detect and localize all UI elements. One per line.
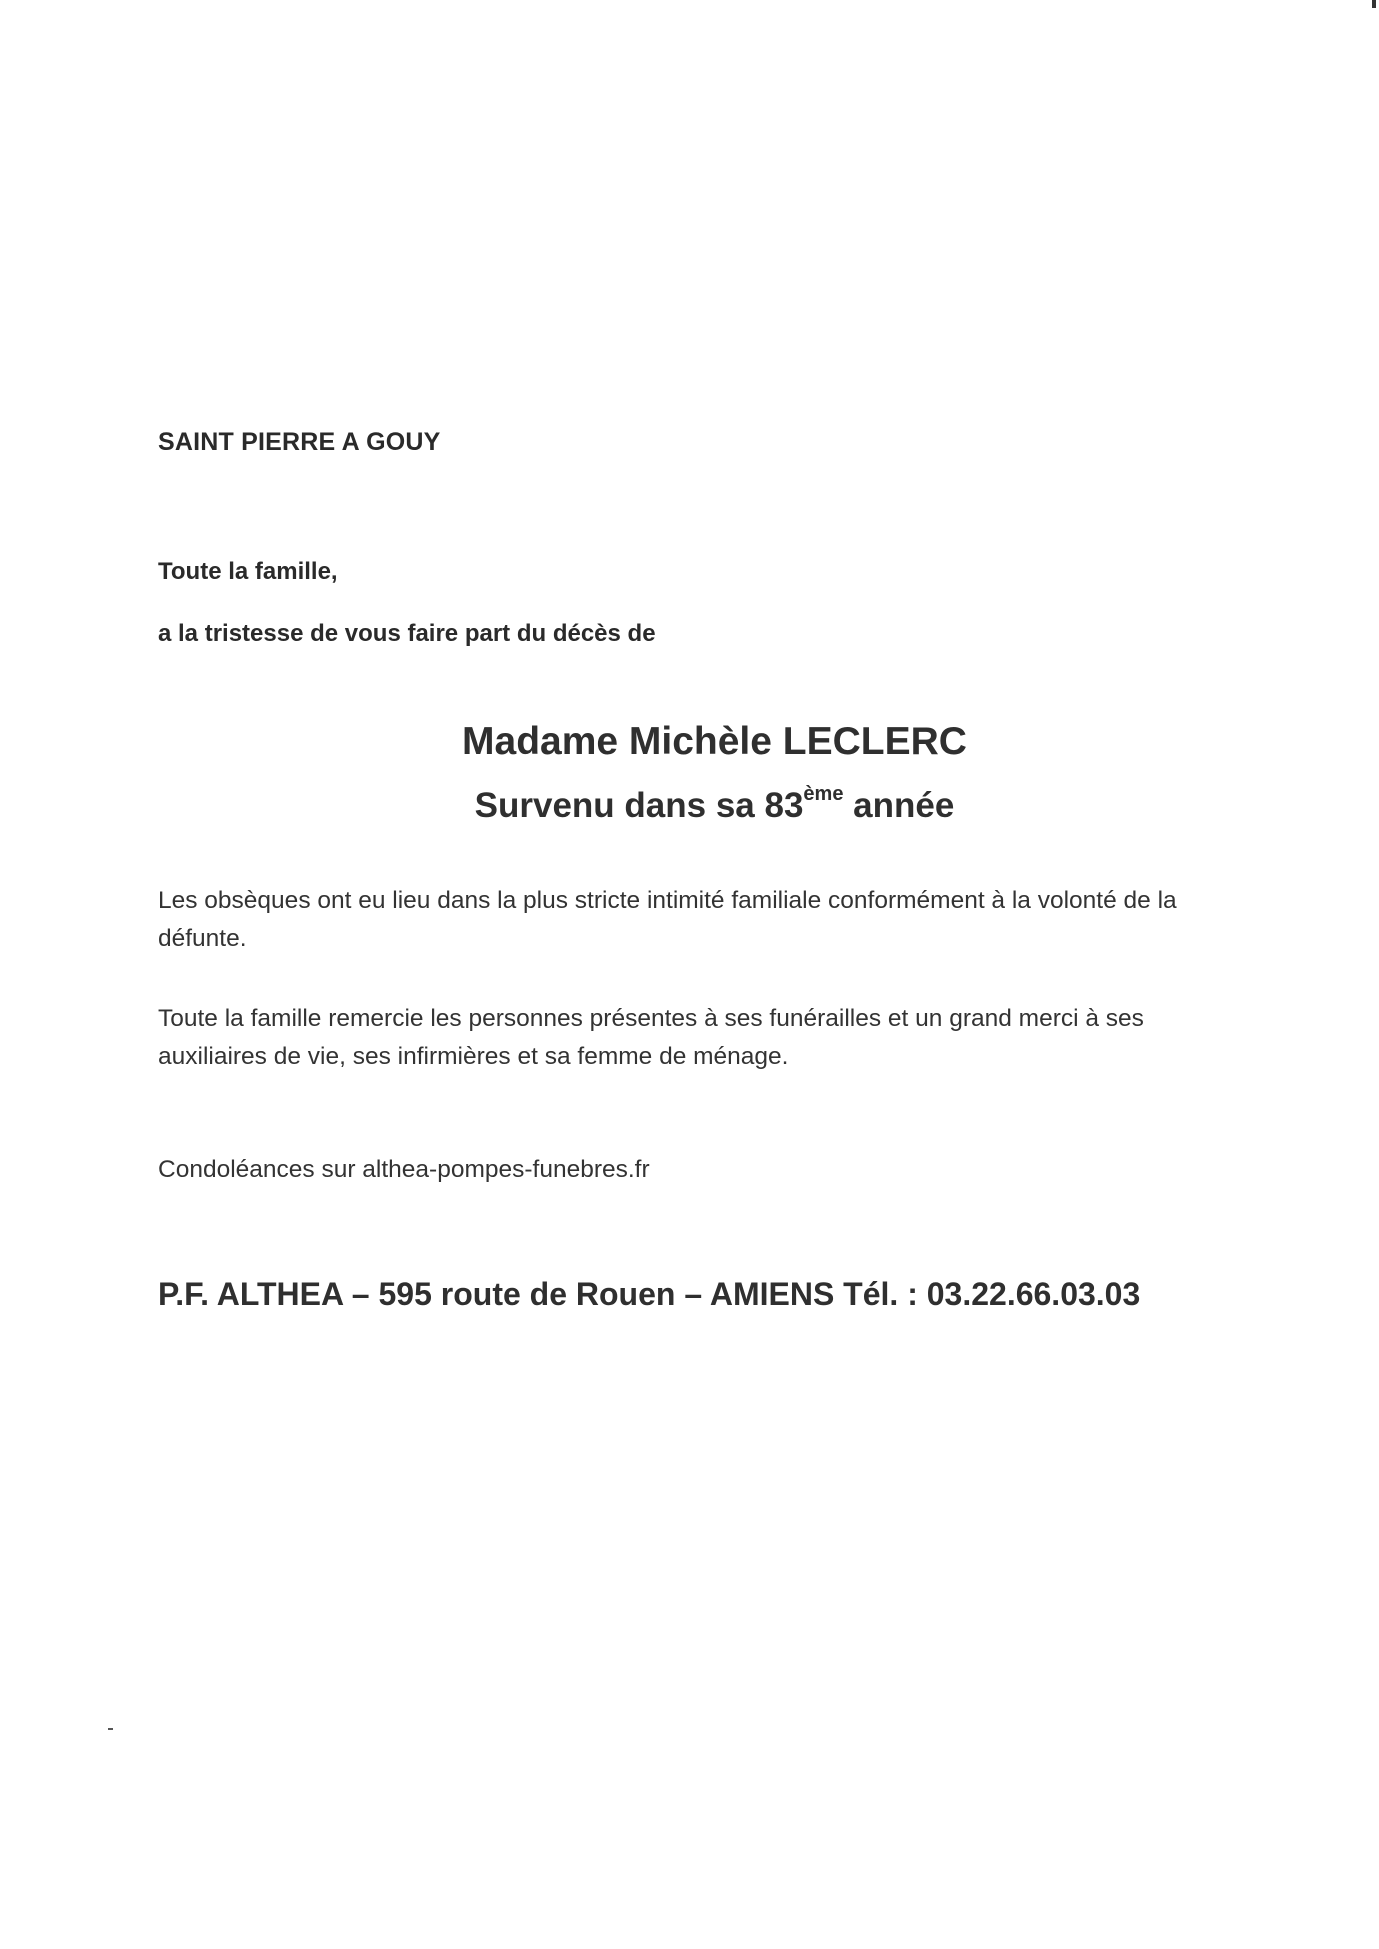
- funeral-home-footer: P.F. ALTHEA – 595 route de Rouen – AMIENS Tél. : 03.22.66.03.03: [158, 1276, 1141, 1312]
- condolences-line: Condoléances sur althea-pompes-funebres.fr: [158, 1156, 650, 1183]
- scan-speck-bottom-left: [108, 1728, 113, 1730]
- intro-line-2: a la tristesse de vous faire part du décès de: [158, 620, 656, 647]
- intro-line-1: Toute la famille,: [158, 558, 338, 585]
- location-heading: SAINT PIERRE A GOUY: [158, 428, 441, 456]
- funeral-paragraph: Les obsèques ont eu lieu dans la plus stricte intimité familiale conformément à la volonté de la défunte.: [158, 887, 1177, 952]
- age-line: [0, 783, 1379, 826]
- deceased-name: Madame Michèle LECLERC: [462, 720, 967, 763]
- thanks-paragraph: Toute la famille remercie les personnes présentes à ses funérailles et un grand merci à ses auxiliaires de vie, ses infirmières et sa femme de ménage.: [158, 1005, 1144, 1070]
- age-prefix: Survenu dans sa 83: [474, 786, 804, 825]
- scan-speck-top-right: [1372, 0, 1376, 8]
- age-superscript: ème: [803, 783, 844, 806]
- age-suffix: année: [843, 786, 955, 825]
